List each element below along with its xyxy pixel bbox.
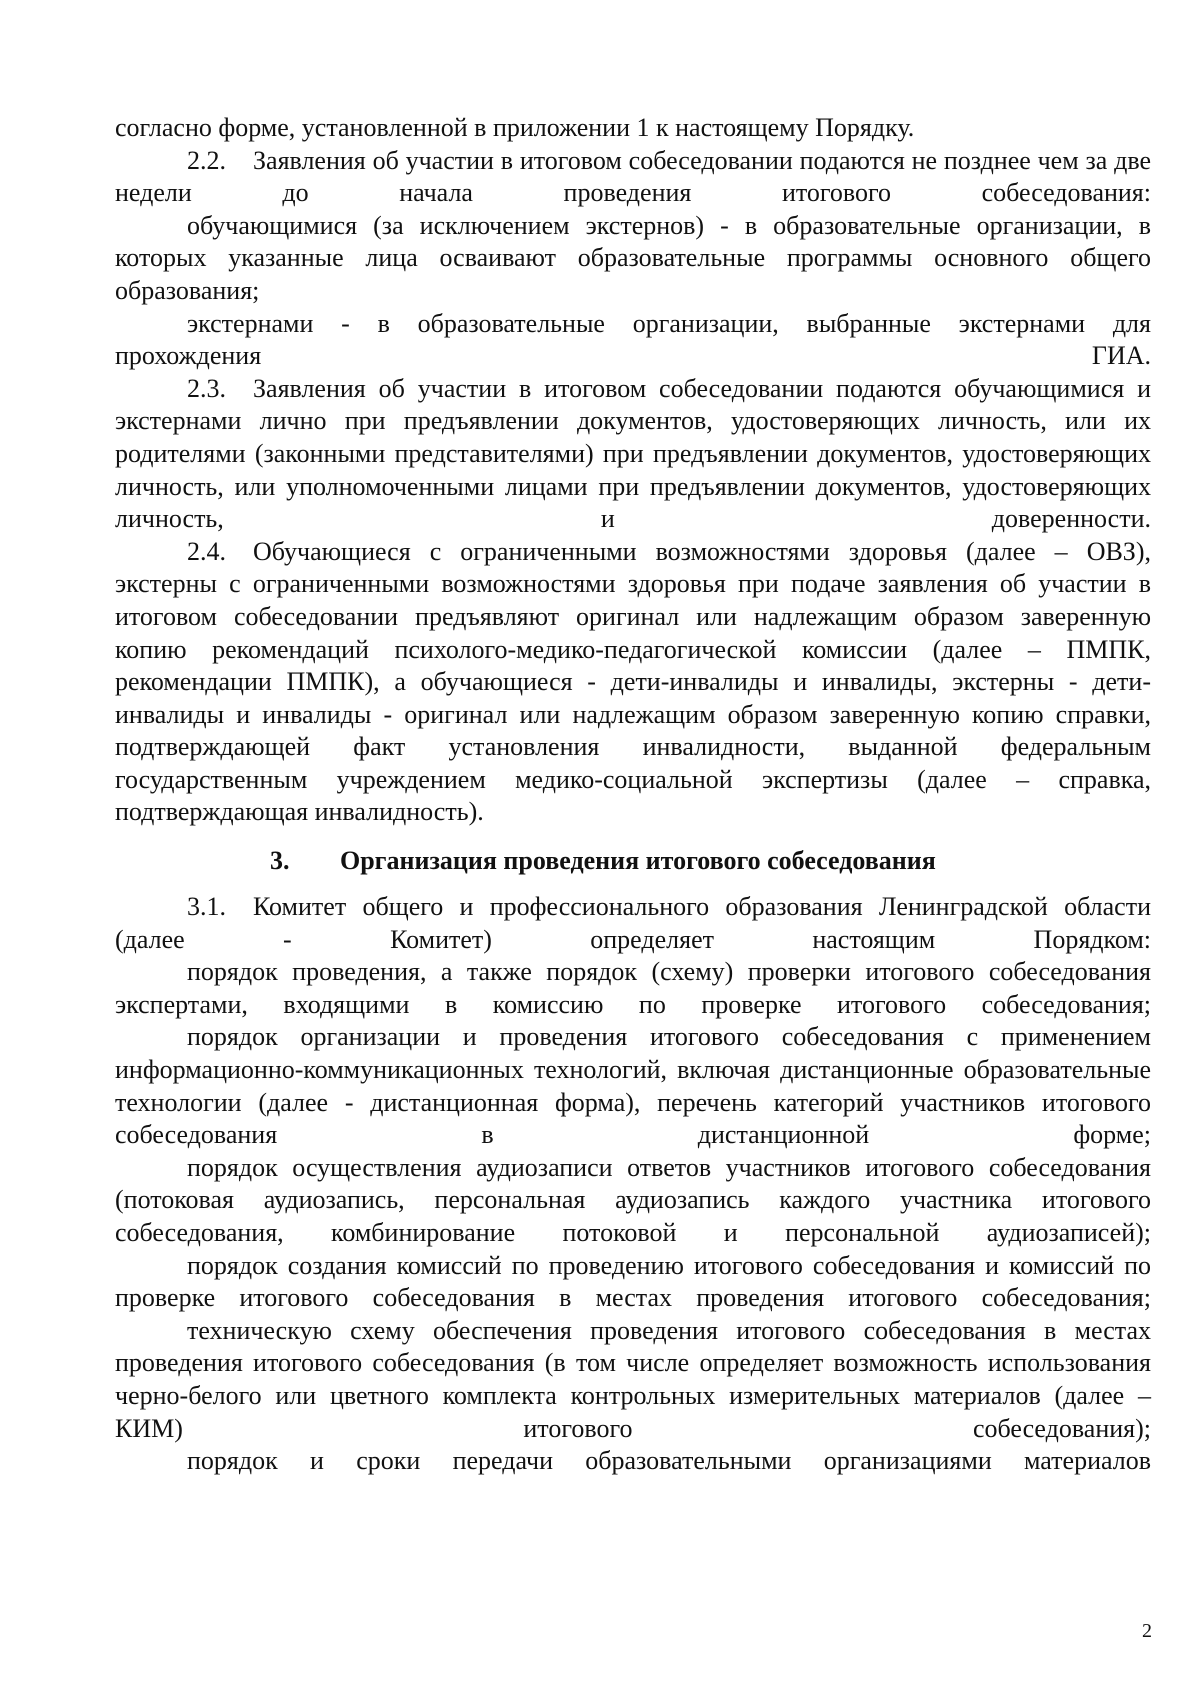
- list-item-commissions: порядок создания комиссий по проведению итогового собеседования и комиссий по проверке итогового собеседования в местах проведения итогового собеседования;: [115, 1250, 1151, 1313]
- clause-text: Комитет общего и профессионального образования Ленинградской области (далее - Комитет) определяет настоящим Порядком:: [115, 892, 1151, 954]
- page-number: 2: [1142, 1620, 1152, 1642]
- list-item-technical-scheme: техническую схему обеспечения проведения итогового собеседования в местах проведения итогового собеседования (в том числе определяет возможность использования черно-белого или цветного комплекта контрольных измерительных материалов (далее – КИМ) итогового собеседования);: [115, 1315, 1151, 1443]
- clause-text: Заявления об участии в итоговом собеседовании подаются обучающимися и экстернами лично при предъявлении документов, удостоверяющих личность, или их родителями (законными представителями) при предъявлении документов, удостоверяющих личность, или уполномоченными лицами при предъявлении документов, удостоверяющих личность, и доверенности.: [115, 373, 1151, 534]
- list-item-remote-form: порядок организации и проведения итогового собеседования с применением информационно-коммуникационных технологий, включая дистанционные образовательные технологии (далее - дистанционная форма), перечень категорий участников итогового собеседования в дистанционной форме;: [115, 1022, 1151, 1150]
- paragraph-continuation: согласно форме, установленной в приложении 1 к настоящему Порядку.: [115, 113, 915, 142]
- list-item-audio-recording: порядок осуществления аудиозаписи ответов участников итогового собеседования (потоковая аудиозапись, персональная аудиозапись каждого участника итогового собеседования, комбинирование потоковой и персональной аудиозаписей);: [115, 1152, 1151, 1247]
- clause-number: 3.1.: [187, 892, 226, 922]
- list-item-procedure-check: порядок проведения, а также порядок (схему) проверки итогового собеседования экспертами, входящими в комиссию по проверке итогового собеседования;: [115, 957, 1151, 1019]
- paragraph-2-2: [115, 145, 1151, 210]
- clause-text: Заявления об участии в итоговом собеседовании подаются не позднее чем за две недели до начала проведения итогового собеседования:: [115, 145, 1151, 208]
- document-page: [115, 112, 1151, 1478]
- paragraph-externs: экстернами - в образовательные организации, выбранные экстернами для прохождения ГИА.: [115, 308, 1151, 371]
- section-title: Организация проведения итогового собеседования: [340, 846, 936, 876]
- clause-text: Обучающиеся с ограниченными возможностями здоровья (далее – ОВЗ), экстерны с ограниченными возможностями здоровья при подаче заявления об участии в итоговом собеседовании предъявляют оригинал или надлежащим образом заверенную копию рекомендаций психолого-медико-педагогической комиссии (далее – ПМПК, рекомендации ПМПК), а обучающиеся - дети-инвалиды и инвалиды, экстерны - дети-инвалиды и инвалиды - оригинал или надлежащим образом заверенную копию справки, подтверждающей факт установления инвалидности, выданной федеральным государственным учреждением медико-социальной экспертизы (далее – справка, подтверждающая инвалидность).: [115, 536, 1151, 827]
- clause-number: 2.2.: [187, 145, 226, 175]
- paragraph-2-3: [115, 373, 1151, 536]
- paragraph-2-4: [115, 536, 1151, 829]
- paragraph-students: обучающимися (за исключением экстернов) - в образовательные организации, в которых указанные лица осваивают образовательные программы основного общего образования;: [115, 210, 1151, 305]
- section-number: 3.: [270, 846, 290, 876]
- paragraph-3-1: [115, 891, 1151, 956]
- clause-number: 2.3.: [187, 373, 226, 403]
- section-heading: [115, 845, 1151, 877]
- list-item-transfer-deadlines: порядок и сроки передачи образовательными организациями материалов: [187, 1446, 1151, 1476]
- clause-number: 2.4.: [187, 536, 226, 566]
